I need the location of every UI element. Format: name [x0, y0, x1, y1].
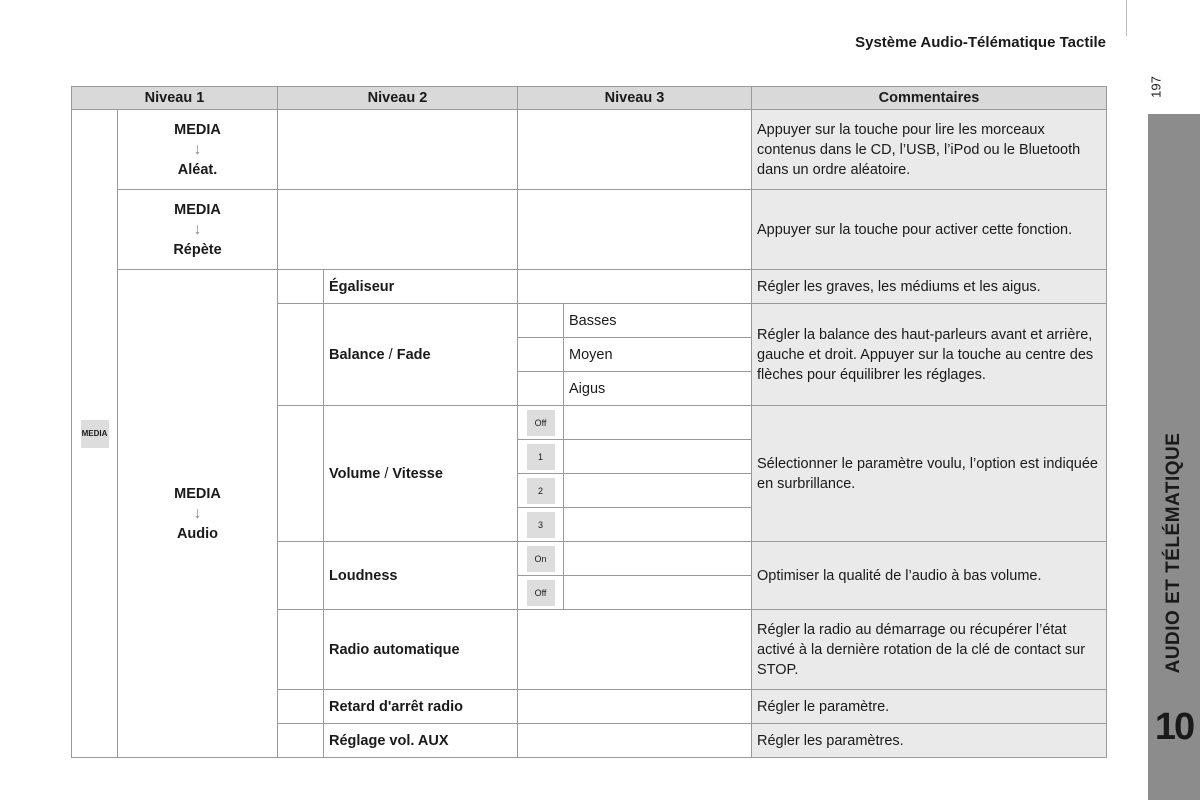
comment-retard: Régler le paramètre.	[752, 690, 1107, 724]
loudness-off-button: Off	[527, 580, 555, 606]
table-row-aleat	[72, 110, 1107, 190]
comment-balance: Régler la balance des haut-parleurs avant et arrière, gauche et droit. Appuyer sur la touche au centre des flèches pour équilibrer les réglages.	[752, 304, 1107, 406]
menu-table	[71, 86, 1107, 758]
table-row-egaliseur	[72, 270, 1107, 304]
comment-radio-auto: Régler la radio au démarrage ou récupérer l’état activé à la dernière rotation de la clé de contact sur STOP.	[752, 610, 1107, 690]
menu-path-audio: MEDIA ↓ Audio	[118, 270, 278, 758]
option-moyen: Moyen	[564, 338, 752, 372]
comment-reglage-aux: Régler les paramètres.	[752, 724, 1107, 758]
comment-loudness: Optimiser la qualité de l’audio à bas volume.	[752, 542, 1107, 610]
option-egaliseur: Égaliseur	[324, 270, 518, 304]
table-row-repete	[72, 190, 1107, 270]
media-icon-cell	[72, 110, 118, 758]
volume-1-button: 1	[527, 444, 555, 470]
loudness-on-button: On	[527, 546, 555, 572]
arrow-down-icon: ↓	[193, 220, 202, 238]
page-number: 197	[1148, 76, 1164, 98]
chapter-number: 10	[1154, 706, 1194, 748]
option-basses: Basses	[564, 304, 752, 338]
option-volume-vitesse: Volume / Vitesse	[324, 406, 518, 542]
comment-repete: Appuyer sur la touche pour activer cette fonction.	[752, 190, 1107, 270]
volume-off-button: Off	[527, 410, 555, 436]
header-commentaires: Commentaires	[752, 87, 1107, 110]
volume-2-button: 2	[527, 478, 555, 504]
comment-aleat: Appuyer sur la touche pour lire les morceaux contenus dans le CD, l’USB, l’iPod ou le Bluetooth dans un ordre aléatoire.	[752, 110, 1107, 190]
header-niveau-3: Niveau 3	[518, 87, 752, 110]
option-reglage-vol-aux: Réglage vol. AUX	[324, 724, 518, 758]
header-niveau-1: Niveau 1	[72, 87, 278, 110]
option-balance-fade: Balance / Fade	[324, 304, 518, 406]
arrow-down-icon: ↓	[193, 140, 202, 158]
page-header-title: Système Audio-Télématique Tactile	[855, 34, 1106, 51]
header-niveau-2: Niveau 2	[278, 87, 518, 110]
option-retard-arret-radio: Retard d'arrêt radio	[324, 690, 518, 724]
table-header-row	[72, 87, 1107, 110]
option-loudness: Loudness	[324, 542, 518, 610]
volume-3-button: 3	[527, 512, 555, 538]
arrow-down-icon: ↓	[193, 504, 202, 522]
chapter-title: AUDIO ET TÉLÉMATIQUE	[1163, 432, 1184, 674]
header-divider	[1126, 0, 1127, 36]
comment-egaliseur: Régler les graves, les médiums et les aigus.	[752, 270, 1107, 304]
option-radio-automatique: Radio automatique	[324, 610, 518, 690]
menu-path-repete: MEDIA ↓ Répète	[118, 190, 278, 270]
menu-path-aleat: MEDIA ↓ Aléat.	[118, 110, 278, 190]
comment-volume: Sélectionner le paramètre voulu, l’option est indiquée en surbrillance.	[752, 406, 1107, 542]
option-aigus: Aigus	[564, 372, 752, 406]
media-icon: MEDIA	[81, 420, 109, 448]
